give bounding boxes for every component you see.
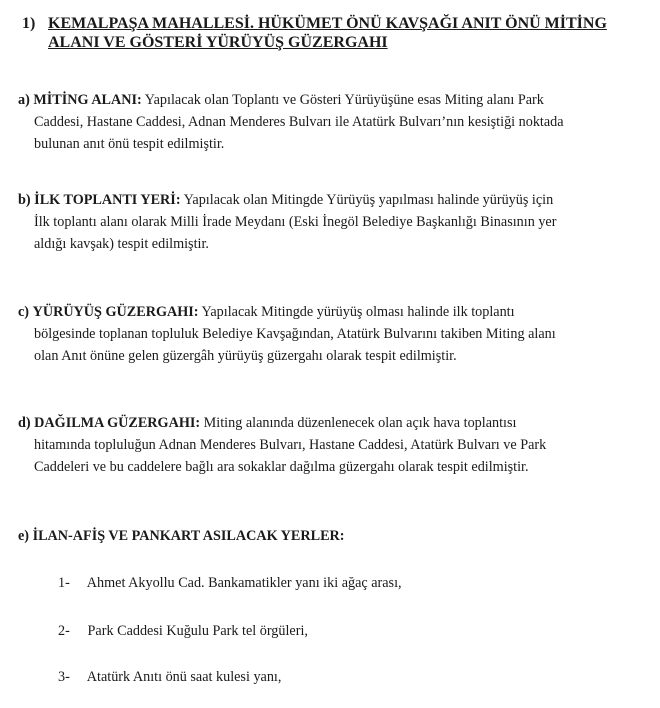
- paragraph-text: hitamında topluluğun Adnan Menderes Bulvarı, Hastane Caddesi, Atatürk Bulvarı ve Park: [34, 437, 547, 453]
- list-item-text: Ahmet Akyollu Cad. Bankamatikler yanı iki ağaç arası,: [86, 575, 402, 591]
- list-item-text: Park Caddesi Kuğulu Park tel örgüleri,: [87, 623, 308, 639]
- list-item: [58, 667, 281, 687]
- paragraph-text: Miting alanında düzenlenecek olan açık hava toplantısı: [203, 415, 517, 431]
- paragraph-ilan-afis-yerleri: [18, 525, 632, 547]
- paragraph-text: olan Anıt önüne gelen güzergâh yürüyüş güzergahı olarak tespit edilmiştir.: [34, 348, 457, 364]
- paragraph-text: Yapılacak Mitingde yürüyüş olması halinde ilk toplantı: [201, 304, 515, 320]
- paragraph-dagilma-guzergahi: [18, 412, 632, 478]
- heading-number: 1): [22, 15, 36, 32]
- paragraph-letter: e): [18, 528, 30, 544]
- paragraph-text: Yapılacak olan Toplantı ve Gösteri Yürüyüşüne esas Miting alanı Park: [144, 92, 544, 108]
- paragraph-text: bölgesinde toplanan topluluk Belediye Kavşağından, Atatürk Bulvarını takiben Miting alanı: [34, 326, 556, 342]
- list-item-number: 2-: [58, 623, 70, 639]
- paragraph-text: İlk toplantı alanı olarak Milli İrade Meydanı (Eski İnegöl Belediye Başkanlığı Binasının yer: [34, 214, 557, 230]
- paragraph-label: İLK TOPLANTI YERİ:: [34, 192, 181, 208]
- paragraph-text: Yapılacak olan Mitingde Yürüyüş yapılması halinde yürüyüş için: [183, 192, 554, 208]
- heading-line-1: KEMALPAŞA MAHALLESİ. HÜKÜMET ÖNÜ KAVŞAĞI ANIT ÖNÜ MİTİNG: [48, 15, 607, 32]
- paragraph-text: Caddesi, Hastane Caddesi, Adnan Menderes Bulvarı ile Atatürk Bulvarı’nın kesiştiği noktada: [34, 114, 564, 130]
- paragraph-miting-alani: [18, 89, 632, 155]
- paragraph-label: YÜRÜYÜŞ GÜZERGAHI:: [32, 304, 199, 320]
- paragraph-ilk-toplanti-yeri: [18, 189, 632, 255]
- paragraph-text: aldığı kavşak) tespit edilmiştir.: [34, 236, 209, 252]
- paragraph-letter: c): [18, 304, 30, 320]
- paragraph-letter: a): [18, 92, 30, 108]
- paragraph-text: Caddeleri ve bu caddelere bağlı ara sokaklar dağılma güzergahı olarak tespit edilmiştir.: [34, 459, 529, 475]
- list-item: [58, 621, 308, 641]
- paragraph-label: İLAN-AFİŞ VE PANKART ASILACAK YERLER:: [32, 528, 345, 544]
- paragraph-letter: d): [18, 415, 31, 431]
- section-heading: [22, 14, 642, 52]
- paragraph-label: DAĞILMA GÜZERGAHI:: [34, 415, 201, 431]
- list-item-number: 1-: [58, 575, 70, 591]
- paragraph-label: MİTİNG ALANI:: [33, 92, 142, 108]
- list-item-text: Atatürk Anıtı önü saat kulesi yanı,: [86, 669, 282, 685]
- heading-line-2: ALANI VE GÖSTERİ YÜRÜYÜŞ GÜZERGAHI: [48, 34, 388, 51]
- paragraph-text: bulunan anıt önü tespit edilmiştir.: [34, 136, 225, 152]
- paragraph-yuruyus-guzergahi: [18, 301, 632, 367]
- paragraph-letter: b): [18, 192, 31, 208]
- list-item: [58, 573, 402, 593]
- list-item-number: 3-: [58, 669, 70, 685]
